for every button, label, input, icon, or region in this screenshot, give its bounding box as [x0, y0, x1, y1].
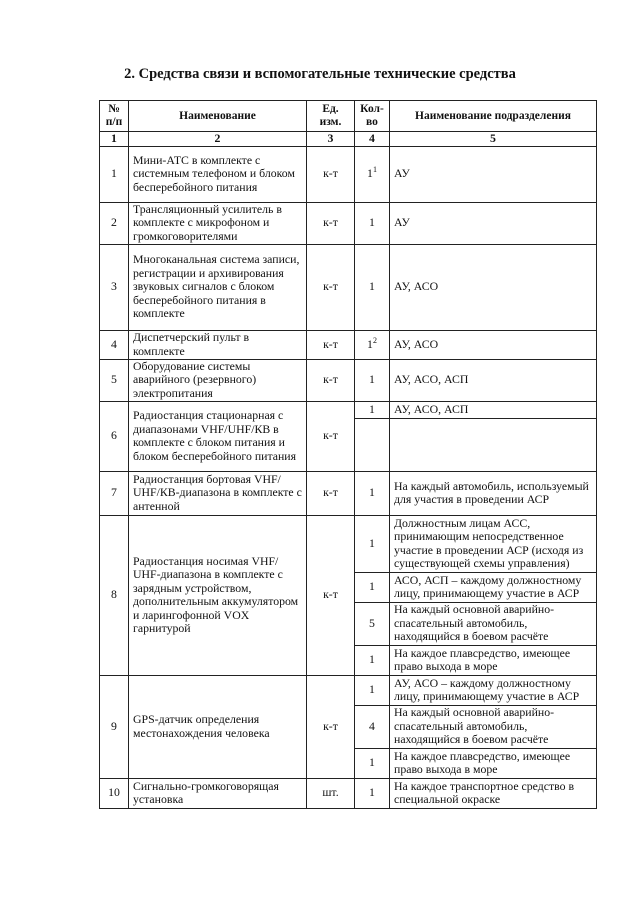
table-row [100, 778, 597, 808]
row-division: На каждое плавсредство, имеющее право выхода в море [390, 748, 597, 778]
row-unit: к-т [307, 515, 355, 675]
row-division: На каждый автомобиль, используемый для участия в проведении АСР [390, 471, 597, 515]
row-num: 2 [100, 202, 129, 244]
row-qty: 4 [355, 705, 390, 748]
row-num: 6 [100, 401, 129, 471]
row-name: Радиостанция носимая VHF/ UHF-диапазона в комплекте с зарядным устройством, дополнительным аккумулятором и ларингофонной VOX гарнитурой [129, 515, 307, 675]
row-num: 4 [100, 330, 129, 359]
row-qty: 1 [355, 202, 390, 244]
row-division: АУ [390, 202, 597, 244]
row-qty: $1^1$ [355, 146, 390, 202]
col-index: 5 [390, 132, 597, 147]
table-row [100, 359, 597, 401]
col-index: 3 [307, 132, 355, 147]
row-qty: 1 [355, 645, 390, 675]
row-qty: 1 [355, 778, 390, 808]
header-name: Наименование [129, 101, 307, 132]
col-index: 4 [355, 132, 390, 147]
row-num: 8 [100, 515, 129, 675]
header-division: Наименование подразделения [390, 101, 597, 132]
row-division: АСО, АСП – каждому должностному лицу, принимающему участие в АСР [390, 572, 597, 602]
row-qty: 1 [355, 244, 390, 330]
row-num: 10 [100, 778, 129, 808]
table-row [100, 202, 597, 244]
row-unit: к-т [307, 202, 355, 244]
table-row [100, 244, 597, 330]
row-qty: 1 [355, 515, 390, 572]
row-name: Сигнально-громкоговорящая установка [129, 778, 307, 808]
row-qty: 1 [355, 471, 390, 515]
row-unit: к-т [307, 146, 355, 202]
row-division: АУ [390, 146, 597, 202]
row-division: На каждое плавсредство, имеющее право выхода в море [390, 645, 597, 675]
empty-cell [355, 418, 390, 471]
col-index: 1 [100, 132, 129, 147]
table-row [100, 675, 597, 705]
row-unit: к-т [307, 401, 355, 471]
row-division: АУ, АСО [390, 244, 597, 330]
row-qty: $1^2$ [355, 330, 390, 359]
equipment-table [99, 100, 597, 809]
row-name: Радиостанция стационарная с диапазонами VHF/UHF/КВ в комплекте с блоком питания и блоком бесперебойного питания [129, 401, 307, 471]
row-name: GPS-датчик определения местонахождения человека [129, 675, 307, 778]
row-name: Многоканальная система записи, регистрации и архивирования звуковых сигналов с блоком бесперебойного питания в комплекте [129, 244, 307, 330]
row-qty: 5 [355, 602, 390, 645]
row-division: АУ, АСО, АСП [390, 401, 597, 418]
row-name: Трансляционный усилитель в комплекте с микрофоном и громкоговорителями [129, 202, 307, 244]
row-num: 5 [100, 359, 129, 401]
row-qty: 1 [355, 401, 390, 418]
row-num: 3 [100, 244, 129, 330]
row-num: 1 [100, 146, 129, 202]
table-row [100, 146, 597, 202]
table-row [100, 330, 597, 359]
row-division: На каждое транспортное средство в специальной окраске [390, 778, 597, 808]
row-qty: 1 [355, 675, 390, 705]
header-qty: Кол-во [355, 101, 390, 132]
row-unit: к-т [307, 359, 355, 401]
table-row [100, 401, 597, 418]
row-unit: шт. [307, 778, 355, 808]
row-name: Диспетчерский пульт в комплекте [129, 330, 307, 359]
header-row [100, 101, 597, 132]
row-division: На каждый основной аварийно-спасательный автомобиль, находящийся в боевом расчёте [390, 602, 597, 645]
row-division: АУ, АСО – каждому должностному лицу, принимающему участие в АСР [390, 675, 597, 705]
row-unit: к-т [307, 330, 355, 359]
row-division: АУ, АСО, АСП [390, 359, 597, 401]
row-name: Радиостанция бортовая VHF/ UHF/КВ-диапазона в комплекте с антенной [129, 471, 307, 515]
page-title: 2. Средства связи и вспомогательные технические средства [124, 66, 516, 82]
table-row [100, 471, 597, 515]
row-division: АУ, АСО [390, 330, 597, 359]
row-unit: к-т [307, 244, 355, 330]
column-index-row [100, 132, 597, 147]
row-qty: 1 [355, 359, 390, 401]
table-row [100, 515, 597, 572]
empty-cell [390, 418, 597, 471]
row-name: Мини-АТС в комплекте с системным телефоном и блоком бесперебойного питания [129, 146, 307, 202]
row-qty: 1 [355, 748, 390, 778]
row-division: Должностным лицам АСС, принимающим непосредственное участие в проведении АСР (исходя из существующей схемы управления) [390, 515, 597, 572]
row-unit: к-т [307, 471, 355, 515]
col-index: 2 [129, 132, 307, 147]
row-num: 7 [100, 471, 129, 515]
header-unit: Ед. изм. [307, 101, 355, 132]
row-division: На каждый основной аварийно-спасательный автомобиль, находящийся в боевом расчёте [390, 705, 597, 748]
row-name: Оборудование системы аварийного (резервного) электропитания [129, 359, 307, 401]
row-unit: к-т [307, 675, 355, 778]
header-num: № п/п [100, 101, 129, 132]
row-num: 9 [100, 675, 129, 778]
row-qty: 1 [355, 572, 390, 602]
